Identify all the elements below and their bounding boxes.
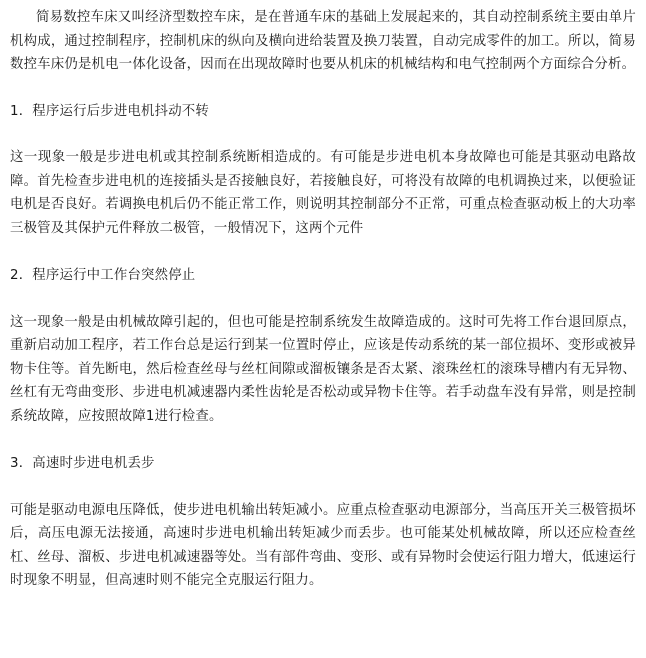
section-heading-3: 3．高速时步进电机丢步 <box>10 456 155 471</box>
section-body-1: 这一现象一般是步进电机或其控制系统断相造成的。有可能是步进电机本身故障也可能是其驱动电路故障。首先检查步进电机的连接插头是否接触良好，若接触良好，可将没有故障的电机调换过来，以便验证电机是否良好。若调换电机后仍不能正常工作，则说明其控制部分不正常，可重点检查驱动板上的大功率三极管及其保护元件释放二极管，一般情况下，这两个元件 <box>10 150 636 236</box>
section-body-3: 可能是驱动电源电压降低，使步进电机输出转矩减小。应重点检查驱动电源部分，当高压开关三极管损坏后，高压电源无法接通，高速时步进电机输出转矩减少而丢步。也可能某处机械故障，所以还应检查丝杠、丝母、溜板、步进电机减速器等处。当有部件弯曲、变形、或有异物时会使运行阻力增大，低速运行时现象不明显，但高速时则不能完全克服运行阻力。 <box>10 502 636 588</box>
article-content <box>10 0 636 593</box>
intro-paragraph: 简易数控车床又叫经济型数控车床，是在普通车床的基础上发展起来的，其自动控制系统主要由单片机构成，通过控制程序，控制机床的纵向及横向进给装置及换刀装置，自动完成零件的加工。所以，简易数控车床仍是机电一体化设备，因而在出现故障时也要从机床的机械结构和电气控制两个方面综合分析。 <box>10 10 636 72</box>
section-heading-2: 2．程序运行中工作台突然停止 <box>10 268 196 283</box>
section-body-2: 这一现象一般是由机械故障引起的，但也可能是控制系统发生故障造成的。这时可先将工作台退回原点，重新启动加工程序，若工作台总是运行到某一位置时停止，应该是传动系统的某一部位损坏、变形或被异物卡住等。首先断电，然后检查丝母与丝杠间隙或溜板镶条是否太紧、滚珠丝杠的滚珠导槽内有无异物、丝杠有无弯曲变形、步进电机减速器内柔性齿轮是否松动或异物卡住等。若手动盘车没有异常，则是控制系统故障，应按照故障1进行检查。 <box>10 314 636 424</box>
section-heading-1: 1．程序运行后步进电机抖动不转 <box>10 103 209 119</box>
